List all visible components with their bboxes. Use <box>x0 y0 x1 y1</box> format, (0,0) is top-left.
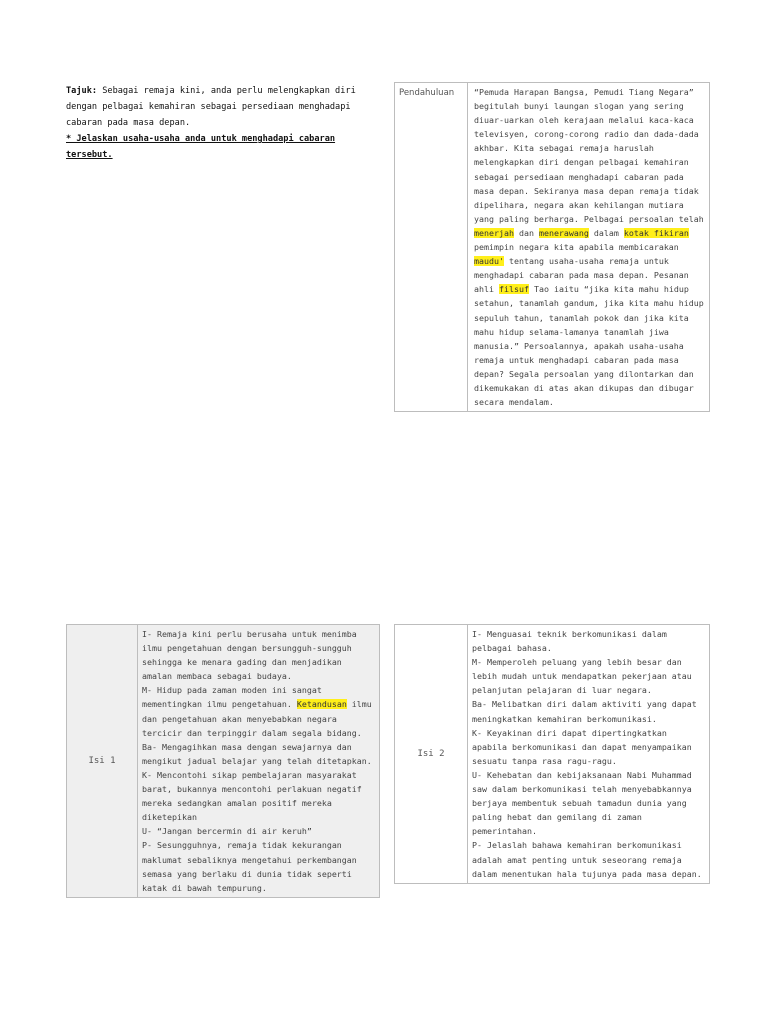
prompt-text-1: Sebagai remaja kini, anda perlu melengkapkan diri <box>97 86 356 96</box>
isi1-line: K- Mencontohi sikap pembelajaran masyarakat <box>142 769 357 780</box>
pend-line: sepuluh tahun, tanamlah pokok dan jika kita <box>474 312 689 323</box>
prompt-label: Tajuk: <box>66 86 98 96</box>
isi1-line: diketepikan <box>142 812 197 823</box>
pend-line <box>474 254 705 268</box>
pend-line: sebagai persediaan menghadapi cabaran pada <box>474 171 684 182</box>
isi1-line: maklumat sebaliknya mengetahui perkembangan <box>142 854 357 865</box>
pend-line: “Pemuda Harapan Bangsa, Pemudi Tiang Negara” <box>474 87 694 97</box>
highlight-maudu: maudu' <box>474 256 504 267</box>
essay-prompt <box>66 83 366 163</box>
isi2-line: adalah amat penting untuk seseorang remaja <box>472 854 682 865</box>
pend-line: akhbar. Kita sebagai remaja haruslah <box>474 143 654 154</box>
isi2-line: I- Menguasai teknik berkomunikasi dalam <box>472 629 667 639</box>
pend-line: begitulah bunyi laungan slogan yang sering <box>474 101 684 112</box>
pendahuluan-text <box>468 83 710 412</box>
pendahuluan-label: Pendahuluan <box>395 83 468 412</box>
isi2-line: dalam menentukan hala tujunya pada masa depan. <box>472 868 702 879</box>
isi-1-table <box>66 624 380 898</box>
pend-text: Tao iaitu “jika kita mahu hidup <box>528 284 689 295</box>
pend-line: dipelihara, negara akan kehilangan mutiara <box>474 199 684 210</box>
pend-line: pemimpin negara kita apabila membicarakan <box>474 242 679 253</box>
isi1-line: amalan membaca sebagai budaya. <box>142 671 292 682</box>
isi2-line: M- Memperoleh peluang yang lebih besar dan <box>472 657 682 668</box>
isi1-line <box>142 697 375 711</box>
isi1-line: tercicir dan terpinggir dalam segala bidang. <box>142 727 362 738</box>
prompt-line-1 <box>66 83 366 99</box>
pend-line: depan? Segala persoalan yang dilontarkan dan <box>474 368 694 379</box>
isi2-line: paling hebat dan gemilang di zaman <box>472 812 642 823</box>
pend-line: secara mendalam. <box>474 397 554 408</box>
isi2-line: U- Kehebatan dan kebijaksanaan Nabi Muhammad <box>472 769 692 780</box>
isi2-line: K- Keyakinan diri dapat dipertingkatkan <box>472 727 667 738</box>
pend-text: dalam <box>588 227 624 238</box>
prompt-task-1: * Jelaskan usaha-usaha anda untuk menghadapi cabaran <box>66 134 336 144</box>
isi-2-text <box>468 625 710 884</box>
isi2-line: lebih mudah untuk mendapatkan pekerjaan atau <box>472 671 692 682</box>
isi2-line: meningkatkan kemahiran berkomunikasi. <box>472 713 657 724</box>
isi1-line: M- Hidup pada zaman moden ini sangat <box>142 685 322 696</box>
pendahuluan-table <box>394 82 710 412</box>
isi1-line: Ba- Mengagihkan masa dengan sewajarnya dan <box>142 741 352 752</box>
isi1-line: semasa yang berlaku di dunia tidak seperti <box>142 868 352 879</box>
pend-text: tentang usaha-usaha remaja untuk <box>503 256 669 267</box>
isi2-line: Ba- Melibatkan diri dalam aktiviti yang dapat <box>472 699 697 710</box>
highlight-menerawang: menerawang <box>538 227 589 238</box>
pend-line: yang paling berharga. Pelbagai persoalan telah <box>474 213 704 224</box>
prompt-line-2: dengan pelbagai kemahiran sebagai persediaan menghadapi <box>66 102 351 112</box>
highlight-ketandusan: Ketandusan <box>296 699 347 710</box>
isi-1-text <box>138 625 380 898</box>
isi2-line: pemerintahan. <box>472 826 537 837</box>
pend-line: manusia.” Persoalannya, apakah usaha-usaha <box>474 340 684 351</box>
isi2-line: saw dalam berkomunikasi telah menyebabkannya <box>472 784 692 795</box>
isi1-line: dan pengetahuan akan menyebabkan negara <box>142 713 337 724</box>
isi-2-label: Isi 2 <box>395 625 468 884</box>
pend-text: dan <box>513 227 539 238</box>
pend-line: remaja untuk menghadapi cabaran pada masa <box>474 354 679 365</box>
isi2-line: sesuatu tanpa rasa ragu-ragu. <box>472 755 617 766</box>
isi1-text: ilmu <box>346 699 372 710</box>
isi-2-table <box>394 624 710 884</box>
pend-text: ahli <box>474 284 499 295</box>
isi1-line: P- Sesungguhnya, remaja tidak kekurangan <box>142 840 342 851</box>
highlight-filsuf: filsuf <box>498 284 529 295</box>
isi1-text: mementingkan ilmu pengetahuan. <box>142 699 297 710</box>
prompt-line-3: cabaran pada masa depan. <box>66 118 191 128</box>
isi-1-label: Isi 1 <box>67 625 138 898</box>
pend-line: setahun, tanamlah gandum, jika kita mahu hidup <box>474 298 704 309</box>
pend-line: diuar-uarkan oleh kerajaan melalui kaca-kaca <box>474 115 694 126</box>
isi1-line: sehingga ke menara gading dan menjadikan <box>142 657 342 668</box>
isi1-line: katak di bawah tempurung. <box>142 882 267 893</box>
isi2-line: apabila berkomunikasi dan dapat menyampaikan <box>472 741 692 752</box>
isi1-line: mengikut jadual belajar yang telah ditetapkan. <box>142 755 372 766</box>
highlight-menerjah: menerjah <box>474 227 514 238</box>
isi1-line: U- “Jangan bercermin di air keruh” <box>142 826 312 837</box>
pend-line: masa depan. Sekiranya masa depan remaja tidak <box>474 185 699 196</box>
prompt-task-2: tersebut. <box>66 150 113 160</box>
isi2-line: pelbagai bahasa. <box>472 643 552 654</box>
pend-line: televisyen, corong-corong radio dan dada-dada <box>474 129 699 140</box>
pend-line <box>474 282 705 296</box>
isi2-line: pelanjutan pelajaran di luar negara. <box>472 685 652 696</box>
pend-line: menghadapi cabaran pada masa depan. Pesanan <box>474 270 689 281</box>
pend-line: mahu hidup selama-lamanya tanamlah jiwa <box>474 326 669 337</box>
isi1-line: I- Remaja kini perlu berusaha untuk menimba <box>142 629 357 639</box>
isi1-line: ilmu pengetahuan dengan bersungguh-sungguh <box>142 643 352 654</box>
isi1-line: barat, bukannya mencontohi perlakuan negatif <box>142 784 362 795</box>
isi1-line: mereka sedangkan amalan positif mereka <box>142 798 332 809</box>
pend-line: melengkapkan diri dengan pelbagai kemahiran <box>474 157 689 168</box>
pend-line <box>474 226 705 240</box>
highlight-kotak-fikiran: kotak fikiran <box>623 227 689 238</box>
isi2-line: P- Jelaslah bahawa kemahiran berkomunikasi <box>472 840 682 851</box>
isi2-line: berjaya membentuk sebuah tamadun dunia yang <box>472 798 687 809</box>
pend-line: dikemukakan di atas akan dikupas dan dibugar <box>474 382 694 393</box>
